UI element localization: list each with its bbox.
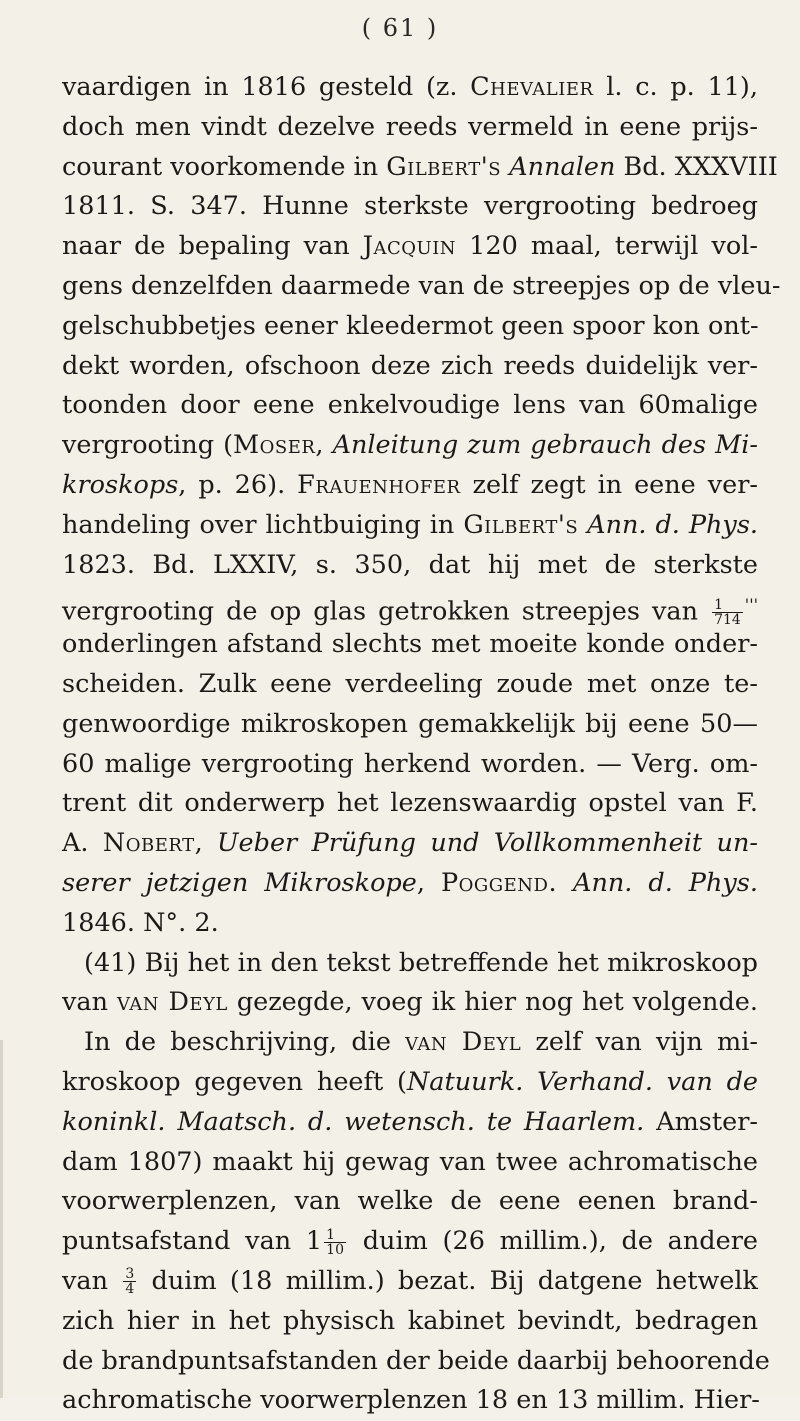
text-run: l. c. p. 11), <box>593 72 758 102</box>
author-name: van Deyl <box>116 987 228 1018</box>
text-line <box>62 1182 758 1222</box>
text-run: voorwerplenzen, van welke de eene eenen brand- <box>62 1186 758 1217</box>
author-name: Moser <box>233 430 316 461</box>
text-line <box>62 983 758 1023</box>
text-line <box>62 784 758 824</box>
author-name: Frauenhofer <box>297 469 461 500</box>
text-run: handeling over lichtbuiging in <box>62 509 464 540</box>
text-run: zich hier in het physisch kabinet bevindt, bedragen <box>62 1305 758 1336</box>
text-run: vergrooting de op glas getrokken streepjes van <box>62 596 711 627</box>
text-line <box>62 745 758 785</box>
text-run: toonden door eene enkelvoudige lens van 60malige <box>62 390 758 421</box>
body-text <box>62 68 781 1421</box>
text-run: dekt worden, ofschoon deze zich reeds duidelijk ver- <box>62 350 758 381</box>
text-run: van <box>62 987 117 1018</box>
text-run: 120 maal, terwijl vol- <box>456 231 758 262</box>
citation-title: Ueber Prüfung und Vollkommenheit un- <box>217 828 758 859</box>
text-line <box>62 585 758 629</box>
text-run: achromatische voorwerplenzen 18 en 13 millim. Hier- <box>62 1385 760 1416</box>
text-run: genwoordige mikroskopen gemakkelijk bij eene 50— <box>62 708 758 739</box>
citation-title: koninkl. Maatsch. d. wetensch. te Haarlem. <box>62 1106 645 1137</box>
text-run: gezegde, voeg ik hier nog het volgende. <box>227 987 759 1018</box>
citation-title: serer jetzigen Mikroskope <box>62 867 417 898</box>
text-run: de brandpuntsafstanden der beide daarbij behoorende <box>62 1345 770 1376</box>
text-line <box>62 1342 770 1382</box>
author-name: Poggend. <box>440 867 558 898</box>
text-line <box>62 187 758 227</box>
text-run: , <box>194 828 218 859</box>
author-name: Gilbert's <box>386 151 502 182</box>
text-run: naar de bepaling van <box>62 231 363 262</box>
text-run: courant voorkomende in <box>62 151 387 182</box>
author-name: Chevalier <box>470 72 594 102</box>
text-line <box>62 705 758 745</box>
text-line <box>62 864 758 904</box>
text-run: duim (26 millim.), de andere <box>347 1226 758 1257</box>
text-run: In de beschrijving, die <box>84 1027 406 1058</box>
citation-title: kroskops <box>62 469 179 500</box>
fraction-numerator: 1 <box>712 598 743 613</box>
page-edge-shadow <box>0 1040 3 1398</box>
page-number: ( 61 ) <box>361 14 439 42</box>
text-line <box>62 944 758 984</box>
text-run: , p. 26). <box>178 469 298 500</box>
author-name: Jacquin <box>362 231 457 262</box>
text-run: puntsafstand van 1 <box>62 1226 323 1257</box>
text-line <box>62 68 758 108</box>
text-run: 1811. S. 347. Hunne sterkste vergrooting bedroeg <box>62 191 758 222</box>
line-unit-mark: ''' <box>744 595 758 615</box>
text-run: dam 1807) maakt hij gewag van twee achromatische <box>62 1146 758 1177</box>
text-run: Amster- <box>644 1106 759 1137</box>
text-line <box>62 426 758 466</box>
text-line <box>62 546 758 586</box>
citation-title: Natuurk. Verhand. van de <box>406 1066 758 1097</box>
text-run: kroskoop gegeven heeft ( <box>62 1066 407 1097</box>
text-run: A. <box>62 828 103 859</box>
text-run: zelf van vijn mi- <box>521 1027 758 1058</box>
text-run: 1846. N°. 2. <box>62 907 219 938</box>
text-line <box>62 148 778 188</box>
text-line <box>62 267 781 307</box>
text-run: 1823. Bd. LXXIV, s. 350, dat hij met de sterkste <box>62 549 758 580</box>
text-run: , <box>416 867 441 898</box>
text-line <box>62 1262 758 1302</box>
text-line <box>62 904 758 944</box>
citation-title: Anleitung zum gebrauch des Mi- <box>332 430 758 461</box>
text-line <box>62 227 758 267</box>
citation-title: Ann. d. Phys. <box>587 509 759 540</box>
text-line <box>62 1381 758 1421</box>
text-line <box>62 1143 758 1183</box>
fraction-denominator: 714 <box>714 612 741 629</box>
text-run: vaardigen in 1816 gesteld (z. <box>62 72 471 102</box>
text-line <box>62 1023 758 1063</box>
fraction <box>123 1267 136 1296</box>
text-line <box>62 108 758 148</box>
text-run: (41) Bij het in den tekst betreffende het mikroskoop <box>84 947 758 978</box>
text-run: , <box>315 430 333 461</box>
text-run: gelschubbetjes eener kleedermot geen spoor kon ont- <box>62 310 759 341</box>
text-line <box>62 1103 758 1143</box>
text-run: duim (18 millim.) bezat. Bij datgene hetwelk <box>138 1265 758 1296</box>
text-run: onderlingen afstand slechts met moeite konde onder- <box>62 629 758 660</box>
text-line <box>62 1222 758 1262</box>
text-line <box>62 824 758 864</box>
text-run: Bd. XXXVIII <box>615 151 778 182</box>
text-line <box>62 466 758 506</box>
fraction-numerator: 3 <box>125 1266 135 1283</box>
text-run: zelf zegt in eene ver- <box>460 469 759 500</box>
text-run: trent dit onderwerp het lezenswaardig opstel van F. <box>62 788 758 819</box>
text-run: vergrooting ( <box>62 430 234 461</box>
text-line <box>62 386 758 426</box>
fraction <box>324 1228 346 1257</box>
citation-title: Ann. d. Phys. <box>573 867 758 898</box>
fraction-denominator: 4 <box>125 1281 135 1298</box>
author-name: Nobert <box>102 828 195 859</box>
author-name: van Deyl <box>405 1027 522 1058</box>
text-line <box>62 665 758 705</box>
fraction <box>712 598 743 627</box>
text-run: 60 malige vergrooting herkend worden. — Verg. om- <box>62 748 758 779</box>
citation-title: Annalen <box>509 151 616 182</box>
text-run: scheiden. Zulk eene verdeeling zoude met onze te- <box>62 668 758 699</box>
text-line <box>62 1063 758 1103</box>
text-line <box>62 1302 758 1342</box>
fraction-denominator: 10 <box>326 1241 344 1258</box>
text-line <box>62 506 758 546</box>
text-run: doch men vindt dezelve reeds vermeld in eene prijs- <box>62 111 758 142</box>
author-name: Gilbert's <box>463 509 579 540</box>
text-run <box>557 868 573 898</box>
text-run: van <box>62 1265 122 1296</box>
text-run: gens denzelfden daarmede van de streepjes op de vleu- <box>62 270 781 301</box>
text-run <box>578 510 587 540</box>
fraction-numerator: 1 <box>324 1228 346 1243</box>
text-line <box>62 625 758 665</box>
text-line <box>62 307 758 347</box>
text-line <box>62 347 758 387</box>
